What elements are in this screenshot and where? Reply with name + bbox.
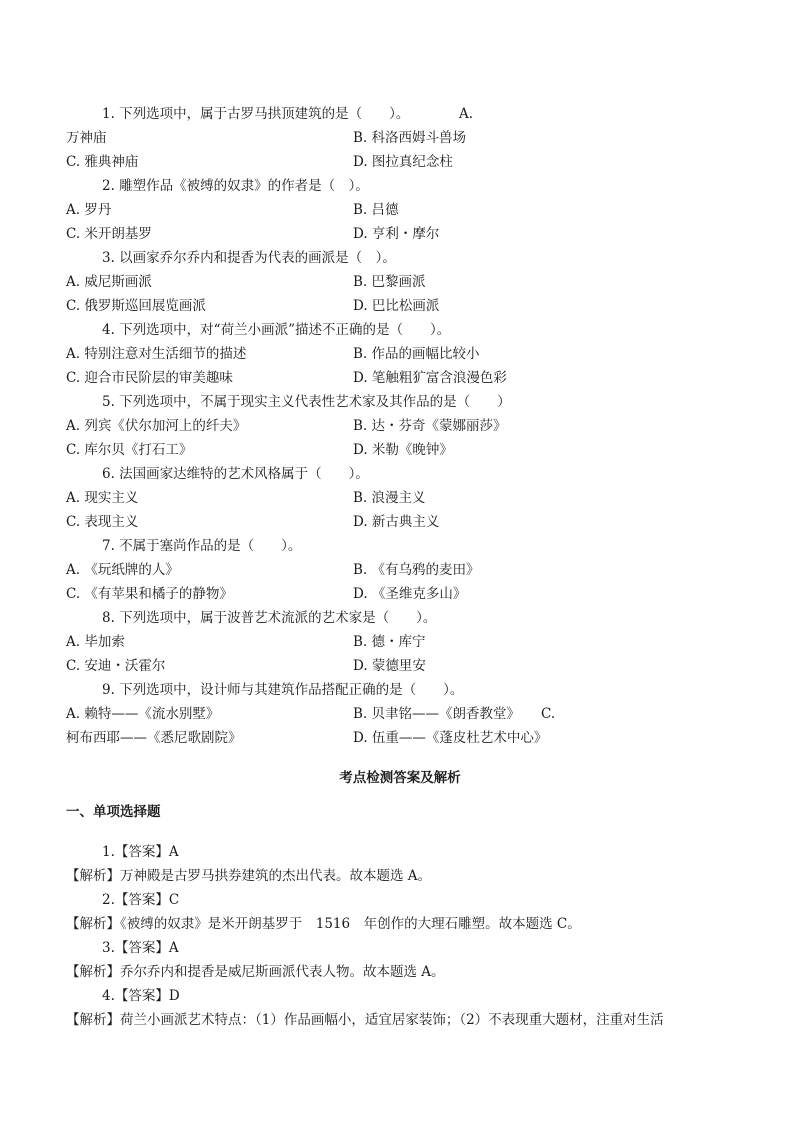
question-5-option-a: A. 列宾《伏尔加河上的纤夫》 xyxy=(66,418,247,434)
question-4-option-b: B. 作品的画幅比较小 xyxy=(353,346,480,362)
question-8-option-b: B. 德・库宁 xyxy=(353,634,426,650)
question-9-option-d: D. 伍重——《蓬皮杜艺术中心》 xyxy=(353,730,548,746)
question-7-option-b: B. 《有乌鸦的麦田》 xyxy=(353,562,480,578)
question-6-option-c: C. 表现主义 xyxy=(66,514,139,530)
question-4-option-d: D. 笔触粗犷富含浪漫色彩 xyxy=(353,370,507,386)
question-9-option-a: A. 赖特——《流水别墅》 xyxy=(66,706,220,722)
question-6-option-b: B. 浪漫主义 xyxy=(353,490,426,506)
question-5-option-c: C. 库尔贝《打石工》 xyxy=(66,442,193,458)
question-2-option-a: A. 罗丹 xyxy=(66,202,112,218)
section-title: 一、单项选择题 xyxy=(66,804,161,820)
question-3-option-d: D. 巴比松画派 xyxy=(353,298,440,314)
answers-title: 考点检测答案及解析 xyxy=(339,770,461,786)
question-2-option-c: C. 米开朗基罗 xyxy=(66,226,152,242)
question-5-option-d: D. 米勒《晚钟》 xyxy=(353,442,453,458)
question-3-option-a: A. 威尼斯画派 xyxy=(66,274,152,290)
question-8-option-c: C. 安迪・沃霍尔 xyxy=(66,658,166,674)
question-9-option-c: 柯布西耶——《悉尼歌剧院》 xyxy=(66,730,242,746)
question-2-option-b: B. 吕德 xyxy=(353,202,399,218)
question-8-option-d: D. 蒙德里安 xyxy=(353,658,426,674)
question-7-option-a: A. 《玩纸牌的人》 xyxy=(66,562,179,578)
question-7-option-d: D. 《圣维克多山》 xyxy=(353,586,467,602)
question-2-option-d: D. 亨利・摩尔 xyxy=(353,226,440,242)
question-6-option-d: D. 新古典主义 xyxy=(353,514,440,530)
question-9-option-c-letter: C. xyxy=(541,706,556,722)
question-1-option-a-letter: A. xyxy=(459,106,474,122)
question-1-option-a: 万神庙 xyxy=(66,130,107,146)
question-4-option-c: C. 迎合市民阶层的审美趣味 xyxy=(66,370,233,386)
question-1-option-b: B. 科洛西姆斗兽场 xyxy=(353,130,467,146)
question-7-option-c: C. 《有苹果和橘子的静物》 xyxy=(66,586,233,602)
question-1-option-d: D. 图拉真纪念柱 xyxy=(353,154,453,170)
question-3-option-c: C. 俄罗斯巡回展览画派 xyxy=(66,298,206,314)
question-5-option-b: B. 达・芬奇《蒙娜丽莎》 xyxy=(353,418,507,434)
question-8-option-a: A. 毕加索 xyxy=(66,634,125,650)
question-4-option-a: A. 特别注意对生活细节的描述 xyxy=(66,346,247,362)
question-1-option-c: C. 雅典神庙 xyxy=(66,154,139,170)
question-3-option-b: B. 巴黎画派 xyxy=(353,274,426,290)
question-6-option-a: A. 现实主义 xyxy=(66,490,139,506)
question-9-option-b: B. 贝聿铭——《朗香教堂》 xyxy=(353,706,521,722)
